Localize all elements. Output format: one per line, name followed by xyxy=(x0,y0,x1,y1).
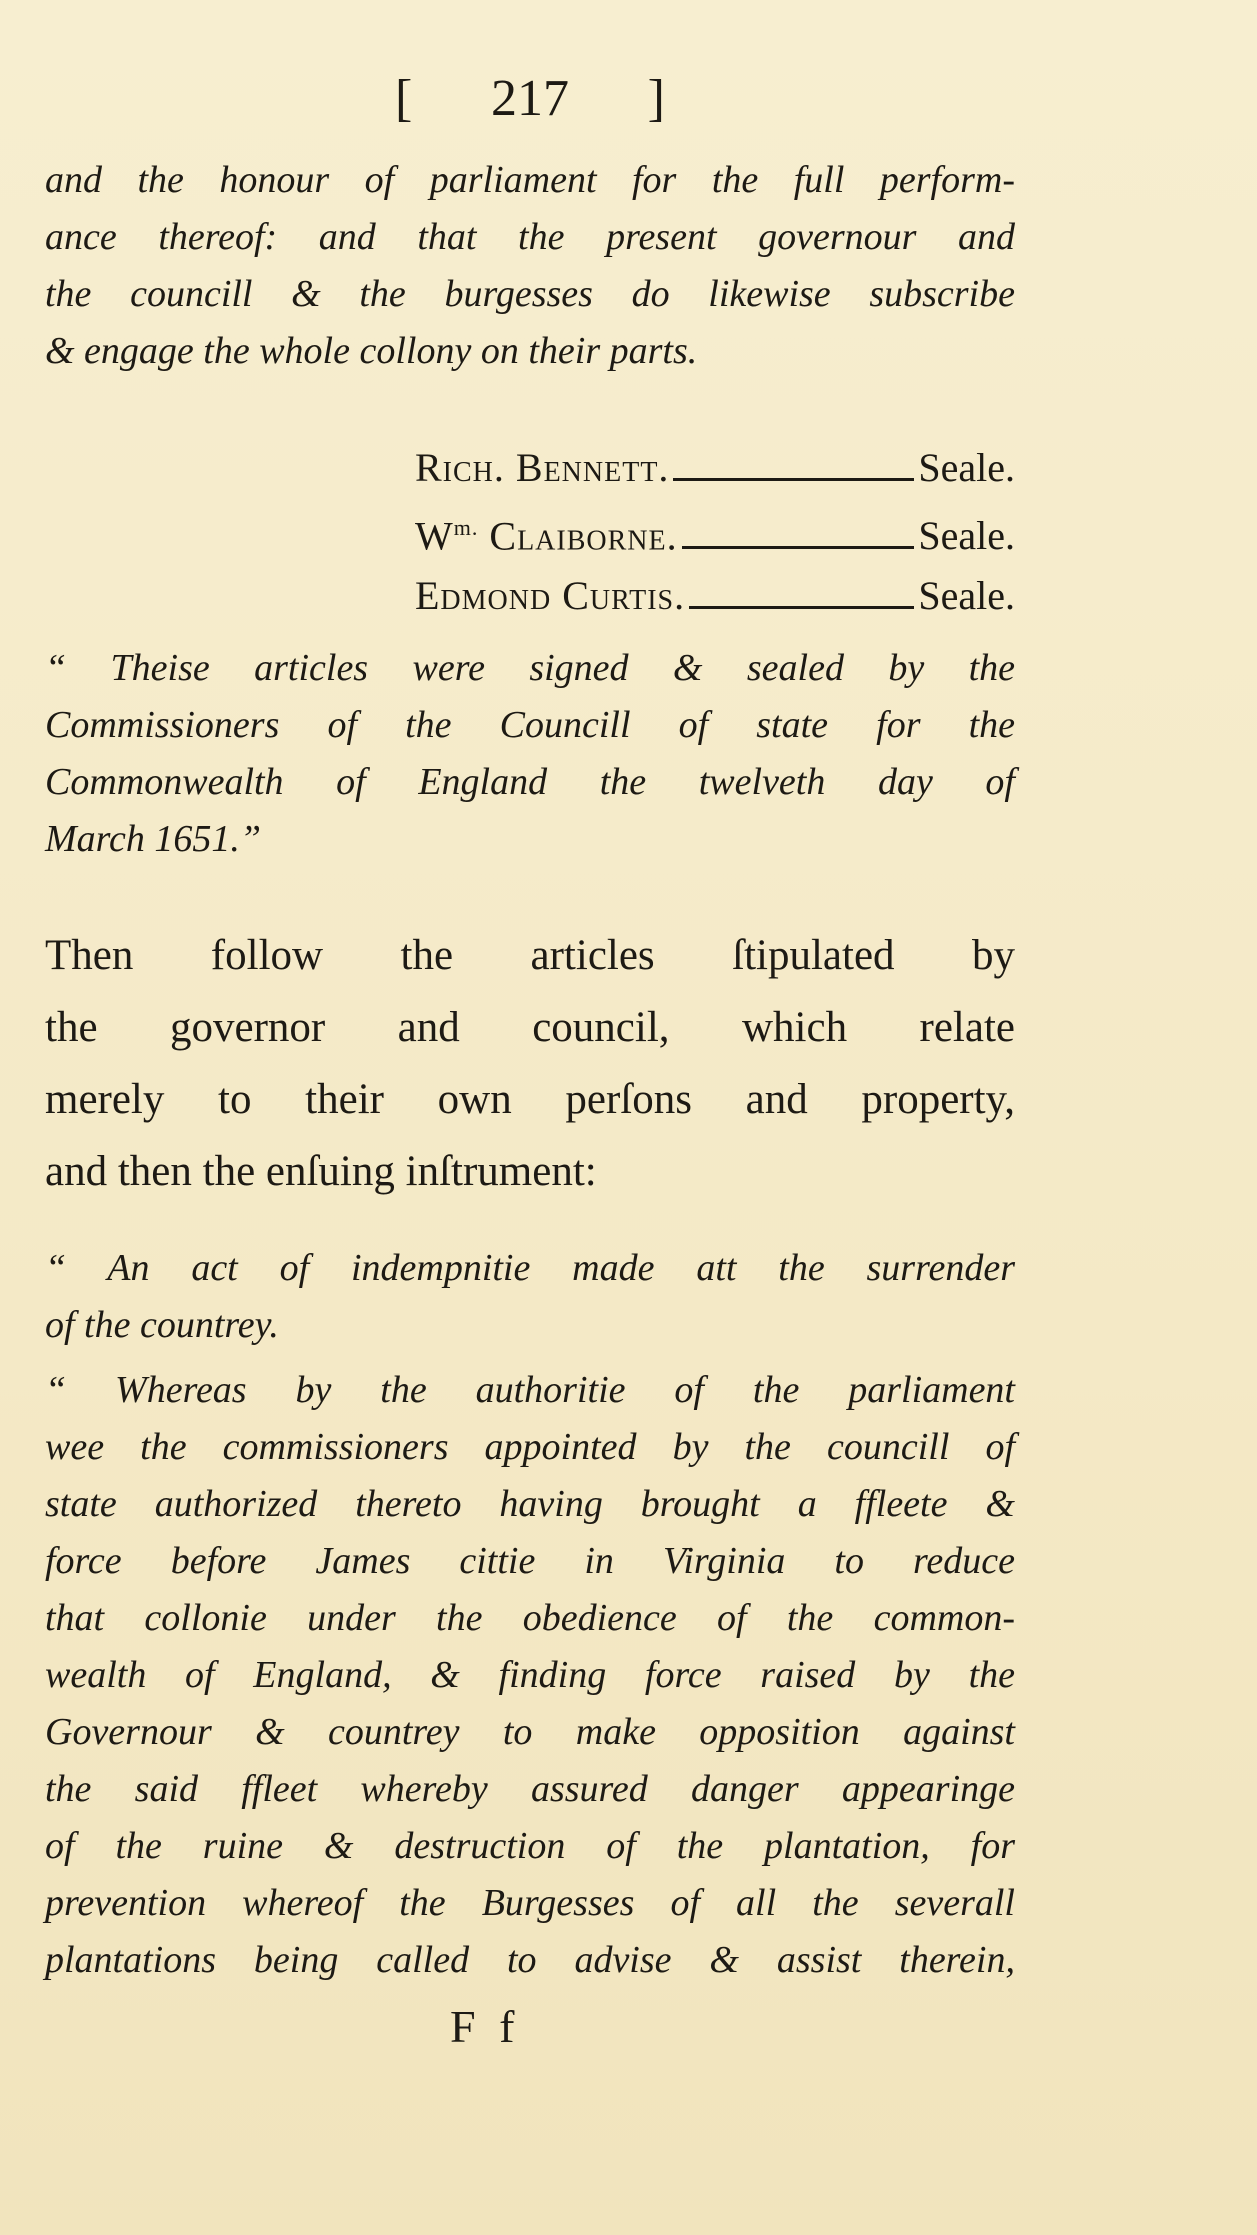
text-line: and then the enſuing inſtrument: xyxy=(45,1148,597,1195)
signature-dash xyxy=(682,546,915,549)
text-line: the said ffleet whereby assured danger appearinge xyxy=(45,1768,1015,1810)
signature-claiborne xyxy=(415,498,1015,566)
signer-superscript: m. xyxy=(453,515,479,540)
text-line: Commonwealth of England the twelveth day of xyxy=(45,761,1015,803)
paragraph-articles-signed xyxy=(45,640,1015,868)
signer-surname: Claiborne. xyxy=(478,513,678,559)
text-line: & engage the whole collony on their parts. xyxy=(45,330,698,372)
signer-name: Rich. Bennett. xyxy=(415,445,670,490)
text-line: wee the commissioners appointed by the councill of xyxy=(45,1426,1015,1468)
text-line: the governor and council, which relate xyxy=(45,1004,1015,1051)
signer-name xyxy=(415,498,678,566)
signature-curtis xyxy=(415,566,1015,626)
paragraph-act-title xyxy=(45,1240,1015,1354)
bracket-close: ] xyxy=(647,69,665,127)
signature-bennett xyxy=(415,438,1015,498)
bracket-open: [ xyxy=(395,69,413,127)
signature-block xyxy=(415,438,1015,626)
text-line: prevention whereof the Burgesses of all the severall xyxy=(45,1882,1015,1924)
paragraph-whereas xyxy=(45,1362,1015,1989)
paragraph-articles-stipulated xyxy=(45,920,1015,1208)
signer-name: Edmond Curtis. xyxy=(415,573,686,619)
signer-prefix: W xyxy=(415,513,454,559)
text-line: that collonie under the obedience of the common- xyxy=(45,1597,1015,1639)
seal-label: Seale. xyxy=(918,445,1015,490)
text-line: March 1651.” xyxy=(45,818,262,860)
paragraph-subscribe xyxy=(45,152,1015,380)
page-header xyxy=(395,58,665,138)
text-line: “ Whereas by the authoritie of the parliament xyxy=(45,1369,1015,1411)
text-line: force before James cittie in Virginia to reduce xyxy=(45,1540,1015,1582)
text-line: Commissioners of the Councill of state for the xyxy=(45,704,1015,746)
signature-dash xyxy=(689,606,914,609)
catchword: F f xyxy=(450,2001,521,2052)
text-line: of the ruine & destruction of the plantation, for xyxy=(45,1825,1015,1867)
text-line: the councill & the burgesses do likewise subscribe xyxy=(45,273,1015,315)
text-line: “ Theise articles were signed & sealed by the xyxy=(45,647,1015,689)
text-line: and the honour of parliament for the full perform- xyxy=(45,159,1015,201)
text-line: ance thereof: and that the present governour and xyxy=(45,216,1015,258)
seal-label: Seale. xyxy=(918,513,1015,559)
text-line: wealth of England, & finding force raised by the xyxy=(45,1654,1015,1696)
text-line: Governour & countrey to make opposition against xyxy=(45,1711,1015,1753)
text-line: state authorized thereto having brought a ffleete & xyxy=(45,1483,1015,1525)
text-line: “ An act of indempnitie made att the surrender xyxy=(45,1247,1015,1289)
text-line: merely to their own perſons and property, xyxy=(45,1076,1015,1123)
text-line: plantations being called to advise & assist therein, xyxy=(45,1939,1015,1981)
signature-dash xyxy=(673,478,914,481)
page-number: 217 xyxy=(491,69,569,127)
seal-label: Seale. xyxy=(918,573,1015,619)
text-line: Then follow the articles ſtipulated by xyxy=(45,932,1015,979)
text-line: of the countrey. xyxy=(45,1304,279,1346)
